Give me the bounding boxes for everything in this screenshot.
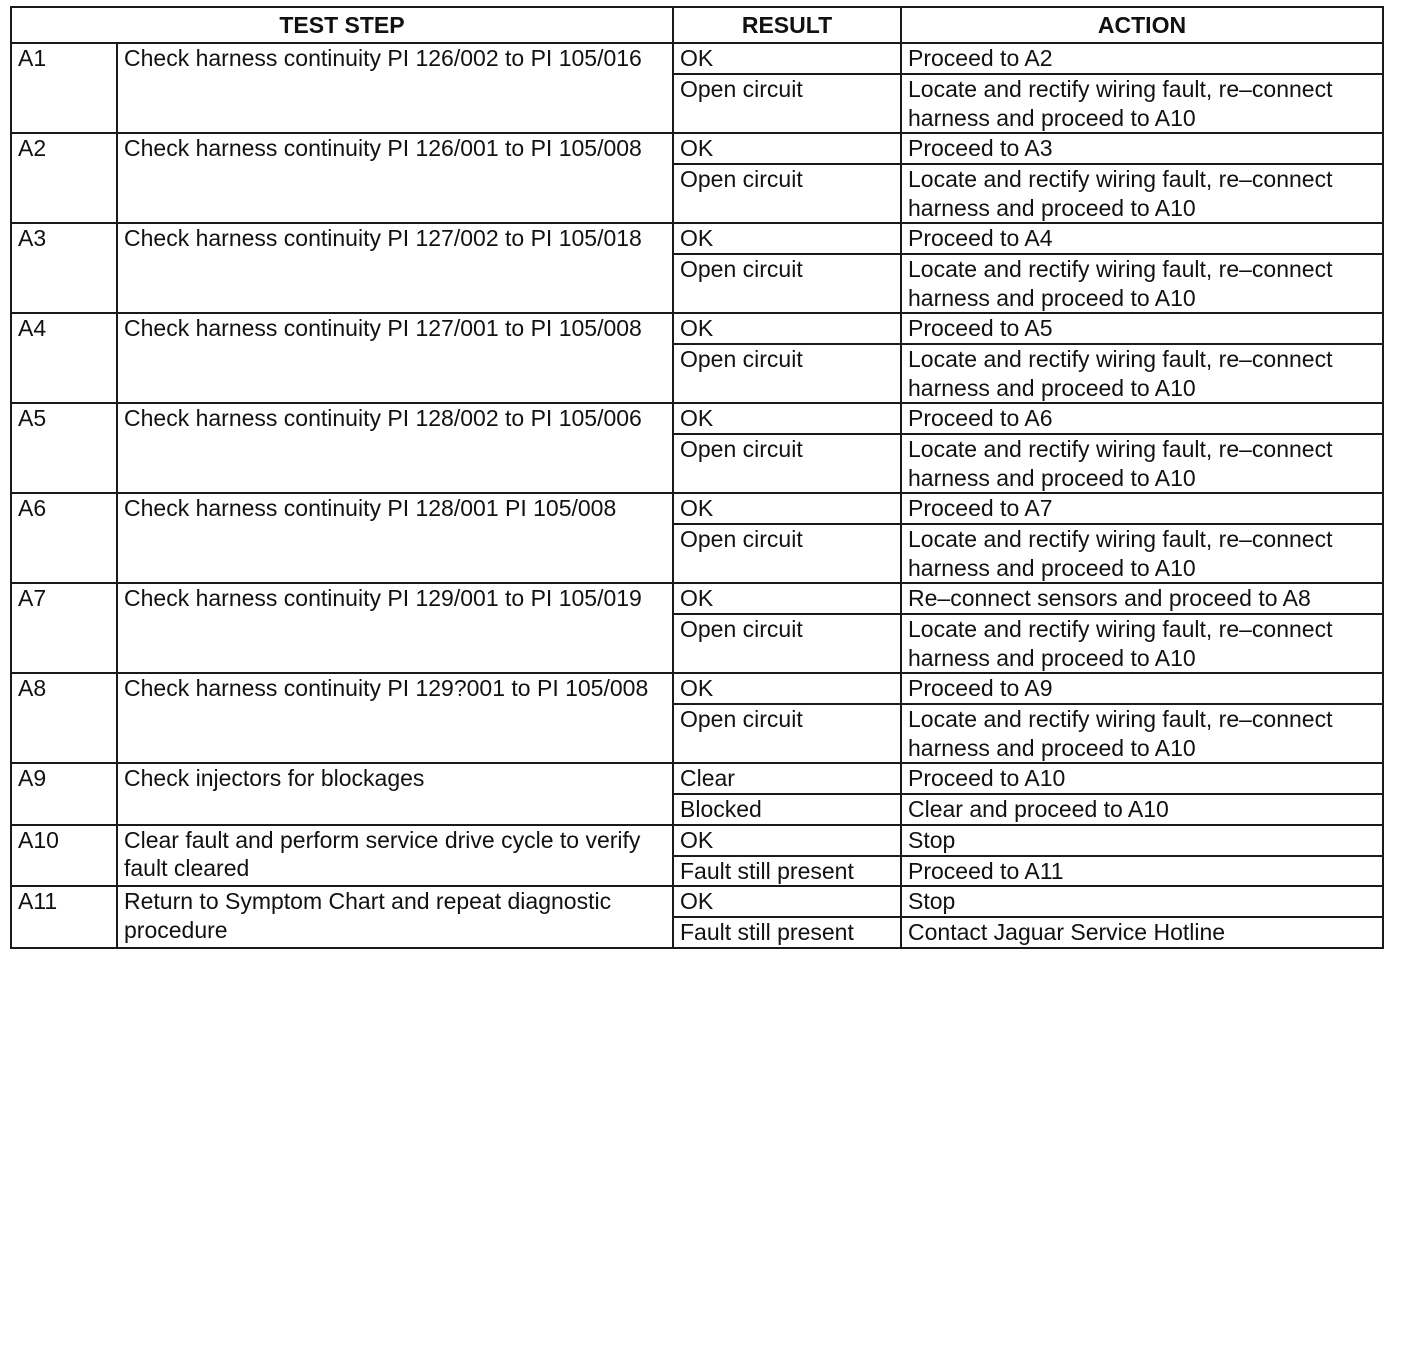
- step-description: Check harness continuity PI 127/002 to PI 105/018: [117, 223, 673, 313]
- step-action: Proceed to A6: [901, 403, 1383, 434]
- step-result: OK: [673, 673, 901, 704]
- step-description: Return to Symptom Chart and repeat diagnostic procedure: [117, 886, 673, 948]
- step-id: A11: [11, 886, 117, 948]
- step-id: A4: [11, 313, 117, 403]
- step-id: A1: [11, 43, 117, 133]
- step-action: Re–connect sensors and proceed to A8: [901, 583, 1383, 614]
- step-result: Open circuit: [673, 254, 901, 313]
- header-row: [11, 7, 1383, 43]
- step-description: Check injectors for blockages: [117, 763, 673, 825]
- step-description: Clear fault and perform service drive cycle to verify fault cleared: [117, 825, 673, 887]
- table-row: [11, 403, 1383, 434]
- step-result: OK: [673, 403, 901, 434]
- step-action: Proceed to A7: [901, 493, 1383, 524]
- step-result: Fault still present: [673, 856, 901, 887]
- step-result: Open circuit: [673, 614, 901, 673]
- step-action: Proceed to A4: [901, 223, 1383, 254]
- step-action: Locate and rectify wiring fault, re–connect harness and proceed to A10: [901, 614, 1383, 673]
- table-row: [11, 825, 1383, 856]
- step-result: OK: [673, 133, 901, 164]
- step-id: A9: [11, 763, 117, 825]
- table-row: [11, 763, 1383, 794]
- step-action: Stop: [901, 886, 1383, 917]
- step-id: A2: [11, 133, 117, 223]
- step-description: Check harness continuity PI 128/001 PI 105/008: [117, 493, 673, 583]
- step-id: A10: [11, 825, 117, 887]
- step-id: A3: [11, 223, 117, 313]
- table-row: [11, 583, 1383, 614]
- step-result: Open circuit: [673, 74, 901, 133]
- step-result: OK: [673, 825, 901, 856]
- table-row: [11, 673, 1383, 704]
- table-row: [11, 313, 1383, 344]
- step-action: Proceed to A2: [901, 43, 1383, 74]
- step-description: Check harness continuity PI 127/001 to PI 105/008: [117, 313, 673, 403]
- step-action: Contact Jaguar Service Hotline: [901, 917, 1383, 948]
- step-result: Fault still present: [673, 917, 901, 948]
- table-row: [11, 223, 1383, 254]
- step-description: Check harness continuity PI 126/002 to PI 105/016: [117, 43, 673, 133]
- step-result: OK: [673, 886, 901, 917]
- step-result: Open circuit: [673, 704, 901, 763]
- step-id: A6: [11, 493, 117, 583]
- table-row: [11, 133, 1383, 164]
- step-id: A5: [11, 403, 117, 493]
- step-action: Proceed to A10: [901, 763, 1383, 794]
- step-action: Clear and proceed to A10: [901, 794, 1383, 825]
- step-description: Check harness continuity PI 129?001 to PI 105/008: [117, 673, 673, 763]
- step-action: Proceed to A3: [901, 133, 1383, 164]
- header-result: RESULT: [673, 7, 901, 43]
- step-action: Proceed to A11: [901, 856, 1383, 887]
- step-result: OK: [673, 493, 901, 524]
- step-action: Proceed to A5: [901, 313, 1383, 344]
- step-result: Open circuit: [673, 434, 901, 493]
- step-result: OK: [673, 583, 901, 614]
- step-result: OK: [673, 313, 901, 344]
- step-action: Locate and rectify wiring fault, re–connect harness and proceed to A10: [901, 704, 1383, 763]
- header-test-step: TEST STEP: [11, 7, 673, 43]
- step-action: Locate and rectify wiring fault, re–connect harness and proceed to A10: [901, 74, 1383, 133]
- step-result: Clear: [673, 763, 901, 794]
- step-result: Open circuit: [673, 344, 901, 403]
- table-row: [11, 43, 1383, 74]
- step-id: A8: [11, 673, 117, 763]
- step-result: Open circuit: [673, 524, 901, 583]
- table-row: [11, 493, 1383, 524]
- table-row: [11, 886, 1383, 917]
- step-action: Locate and rectify wiring fault, re–connect harness and proceed to A10: [901, 524, 1383, 583]
- diagnostic-table: [10, 6, 1384, 949]
- step-action: Locate and rectify wiring fault, re–connect harness and proceed to A10: [901, 344, 1383, 403]
- step-description: Check harness continuity PI 129/001 to PI 105/019: [117, 583, 673, 673]
- step-result: OK: [673, 43, 901, 74]
- step-action: Locate and rectify wiring fault, re–connect harness and proceed to A10: [901, 164, 1383, 223]
- step-id: A7: [11, 583, 117, 673]
- step-result: Open circuit: [673, 164, 901, 223]
- step-description: Check harness continuity PI 128/002 to PI 105/006: [117, 403, 673, 493]
- step-action: Locate and rectify wiring fault, re–connect harness and proceed to A10: [901, 434, 1383, 493]
- step-action: Proceed to A9: [901, 673, 1383, 704]
- step-action: Stop: [901, 825, 1383, 856]
- step-action: Locate and rectify wiring fault, re–connect harness and proceed to A10: [901, 254, 1383, 313]
- step-description: Check harness continuity PI 126/001 to PI 105/008: [117, 133, 673, 223]
- step-result: Blocked: [673, 794, 901, 825]
- step-result: OK: [673, 223, 901, 254]
- header-action: ACTION: [901, 7, 1383, 43]
